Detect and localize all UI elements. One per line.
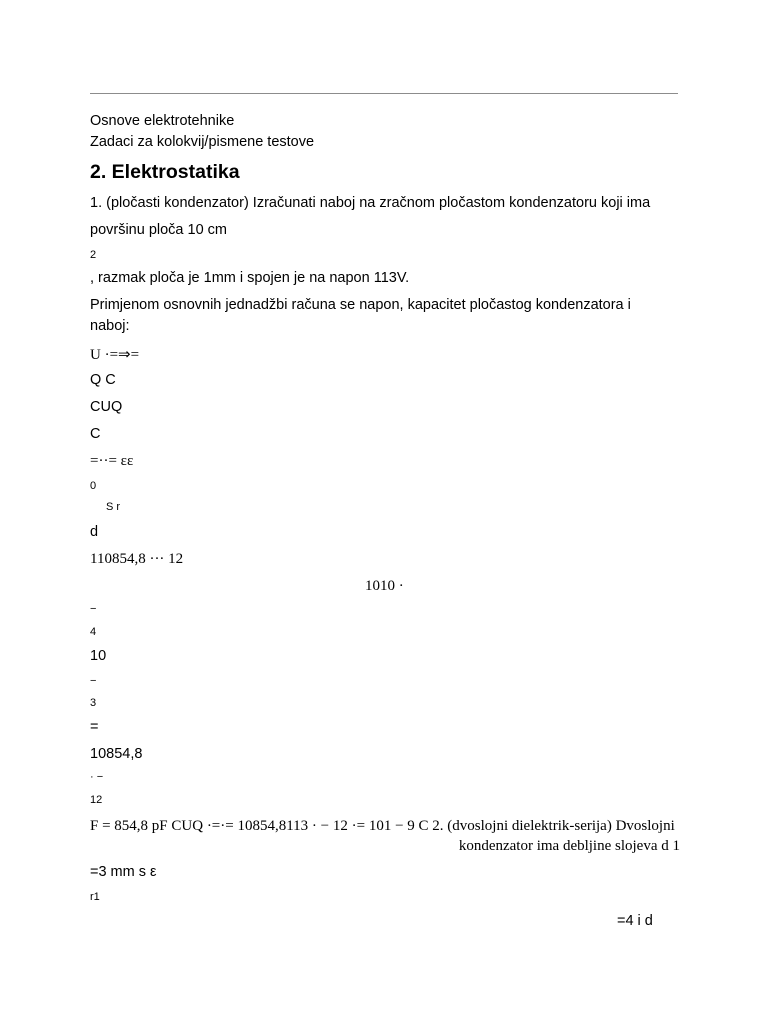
superscript-2: 2 bbox=[90, 249, 97, 261]
formula-result-line: F = 854,8 pF CUQ ·=·= 10854,8113 · − 12 ·= 101 − 9 C 2. (dvoslojni dielektrik-serija) Dvoslojni bbox=[90, 818, 675, 834]
problem-1-line-2: površinu ploča 10 cm bbox=[90, 222, 228, 238]
problem-2-line: =3 mm s ε bbox=[90, 864, 157, 880]
header-rule bbox=[90, 93, 678, 94]
formula-subscript: 4 bbox=[90, 626, 97, 638]
formula-subscript: S r bbox=[106, 501, 121, 513]
formula-line: U ·=⇒= bbox=[90, 347, 140, 363]
formula-subscript: r1 bbox=[90, 891, 100, 903]
formula-line: C bbox=[90, 426, 101, 442]
course-subtitle: Zadaci za kolokvij/pismene testove bbox=[90, 134, 315, 150]
formula-line: CUQ bbox=[90, 399, 123, 415]
section-heading: 2. Elektrostatika bbox=[90, 161, 240, 183]
formula-subscript: 0 bbox=[90, 480, 97, 492]
formula-subscript: 12 bbox=[90, 794, 103, 806]
problem-1-line-3: , razmak ploča je 1mm i spojen je na napon 113V. bbox=[90, 270, 410, 286]
problem-2-line: =4 i d bbox=[617, 913, 653, 929]
course-title: Osnove elektrotehnike bbox=[90, 113, 235, 129]
formula-line: d bbox=[90, 524, 99, 540]
formula-sign: − bbox=[90, 675, 97, 687]
formula-subscript: 3 bbox=[90, 697, 97, 709]
formula-line: 110854,8 ··· 12 bbox=[90, 551, 184, 567]
formula-line: 1010 · bbox=[365, 578, 404, 594]
problem-1-line-1: 1. (pločasti kondenzator) Izračunati naboj na zračnom pločastom kondenzatoru koji ima bbox=[90, 195, 651, 211]
formula-sign: − bbox=[90, 603, 97, 615]
formula-line: 10 bbox=[90, 648, 107, 664]
explanation-line-2: naboj: bbox=[90, 318, 130, 334]
formula-sign: · − bbox=[90, 771, 104, 783]
formula-line: = bbox=[90, 719, 99, 735]
formula-line: 10854,8 bbox=[90, 746, 143, 762]
explanation-line-1: Primjenom osnovnih jednadžbi računa se napon, kapacitet pločastog kondenzatora i bbox=[90, 297, 631, 313]
problem-2-line: kondenzator ima debljine slojeva d 1 bbox=[458, 838, 680, 854]
formula-line: =··= εε bbox=[90, 453, 134, 469]
formula-line: Q C bbox=[90, 372, 116, 388]
